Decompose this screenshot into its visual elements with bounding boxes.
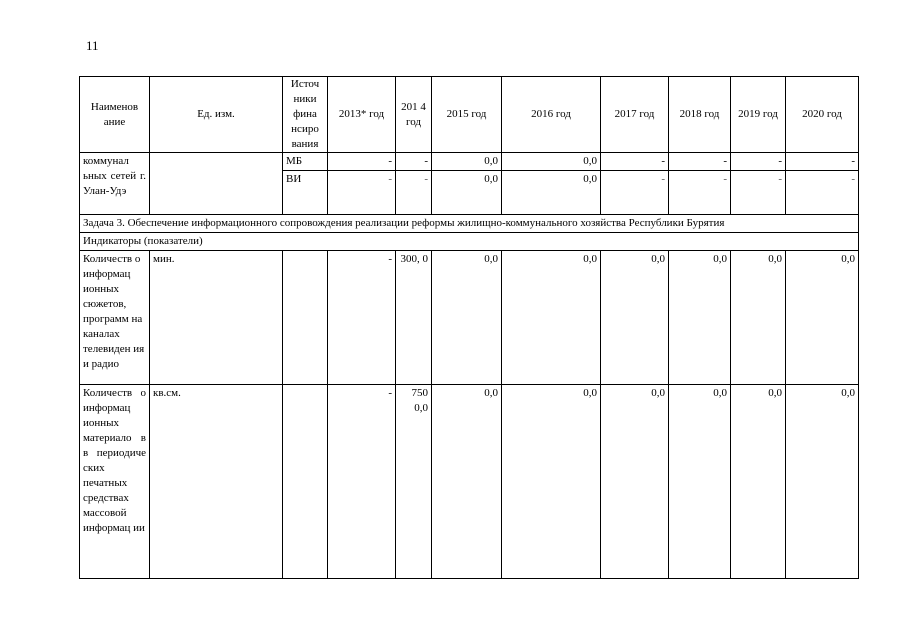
- cell-2015: 0,0: [432, 153, 502, 171]
- cell-2013: -: [328, 251, 396, 385]
- table-row: [80, 251, 859, 385]
- cell-2019: 0,0: [731, 385, 786, 579]
- cell-2018: -: [669, 171, 731, 215]
- cell-2017: 0,0: [601, 251, 669, 385]
- task-3-title: Задача 3. Обеспечение информационного сопровождения реализации реформы жилищно-коммунального хозяйства Республики Бурятия: [80, 215, 859, 233]
- row-name: коммунал ьных сетей г. Улан-Удэ: [80, 153, 150, 215]
- indicators-row: [80, 233, 859, 251]
- indicator-unit: кв.см.: [150, 385, 283, 579]
- row-source: ВИ: [283, 171, 328, 215]
- cell-2014: -: [396, 153, 432, 171]
- cell-2020: -: [786, 153, 859, 171]
- header-2019: 2019 год: [731, 77, 786, 153]
- cell-2017: 0,0: [601, 385, 669, 579]
- cell-2020: 0,0: [786, 251, 859, 385]
- header-2013: 2013* год: [328, 77, 396, 153]
- table-header-row: [80, 77, 859, 153]
- table-row: [80, 153, 859, 171]
- task-row: [80, 215, 859, 233]
- cell-2018: -: [669, 153, 731, 171]
- cell-2013: -: [328, 171, 396, 215]
- header-2018: 2018 год: [669, 77, 731, 153]
- cell-2014: 750 0,0: [396, 385, 432, 579]
- header-2020: 2020 год: [786, 77, 859, 153]
- cell-2015: 0,0: [432, 385, 502, 579]
- cell-2018: 0,0: [669, 251, 731, 385]
- header-2014: 201 4 год: [396, 77, 432, 153]
- cell-2019: -: [731, 171, 786, 215]
- cell-2014: -: [396, 171, 432, 215]
- header-2015: 2015 год: [432, 77, 502, 153]
- row-unit: [150, 153, 283, 215]
- cell-2020: 0,0: [786, 385, 859, 579]
- cell-2016: 0,0: [502, 153, 601, 171]
- cell-2016: 0,0: [502, 171, 601, 215]
- indicator-unit: мин.: [150, 251, 283, 385]
- indicator-name: Количеств о информац ионных материало в в периодиче ских печатных средствах массовой информац ии: [80, 385, 150, 579]
- cell-2013: -: [328, 153, 396, 171]
- indicator-source: [283, 251, 328, 385]
- header-unit: Ед. изм.: [150, 77, 283, 153]
- cell-2019: 0,0: [731, 251, 786, 385]
- cell-2014: 300, 0: [396, 251, 432, 385]
- header-2016: 2016 год: [502, 77, 601, 153]
- cell-2020: -: [786, 171, 859, 215]
- cell-2015: 0,0: [432, 251, 502, 385]
- indicator-name: Количеств о информац ионных сюжетов, программ на каналах телевиден ия и радио: [80, 251, 150, 385]
- table-row: [80, 385, 859, 579]
- indicator-source: [283, 385, 328, 579]
- cell-2016: 0,0: [502, 251, 601, 385]
- indicators-title: Индикаторы (показатели): [80, 233, 859, 251]
- cell-2016: 0,0: [502, 385, 601, 579]
- cell-2017: -: [601, 171, 669, 215]
- cell-2017: -: [601, 153, 669, 171]
- cell-2013: -: [328, 385, 396, 579]
- cell-2019: -: [731, 153, 786, 171]
- row-source: МБ: [283, 153, 328, 171]
- cell-2015: 0,0: [432, 171, 502, 215]
- page-number: 11: [86, 38, 99, 53]
- header-2017: 2017 год: [601, 77, 669, 153]
- header-source: Источ ники фина нсиро вания: [283, 77, 328, 153]
- program-indicators-table: [79, 76, 859, 579]
- cell-2018: 0,0: [669, 385, 731, 579]
- header-name: Наименов ание: [80, 77, 150, 153]
